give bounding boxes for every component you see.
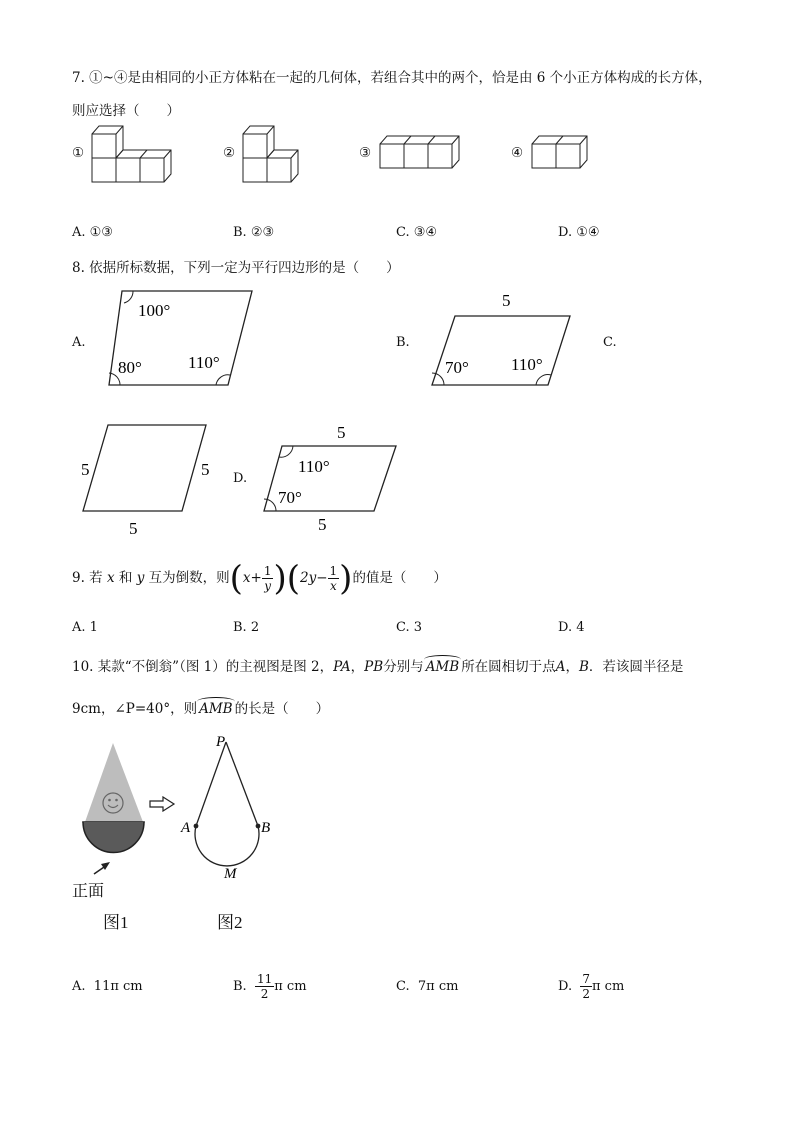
q7-solid-2 — [239, 122, 307, 186]
q10-opt-b-label: B. — [233, 979, 247, 994]
q8d-top-side: 5 — [337, 423, 346, 442]
q8-figure-a — [100, 285, 260, 393]
q9-suffix: 的值是（ ） — [352, 570, 447, 586]
q8a-top-angle: 100° — [138, 301, 171, 320]
q8b-right-angle: 110° — [511, 355, 543, 374]
q10-opt-d-num: 7 — [582, 972, 590, 986]
q8-figure-b — [425, 288, 575, 392]
q10-option-c — [396, 979, 458, 994]
q8d-bottom-angle: 70° — [278, 488, 302, 507]
q9-frac2-num: 1 — [329, 564, 338, 578]
q9-term-2y: 2y — [300, 570, 317, 586]
q9-and: 和 — [118, 570, 133, 586]
q10-pb: PB — [364, 659, 384, 675]
q10-stem-line1 — [72, 655, 683, 675]
q9-stem — [72, 558, 447, 599]
q10-comma: ， — [350, 659, 365, 675]
q10-opt-d-fraction — [580, 972, 592, 1001]
q9-prefix: 9. 若 — [72, 570, 103, 586]
q8-figure-d — [260, 420, 402, 538]
q10-opt-d-den: 2 — [582, 987, 590, 1001]
q9-frac-1-over-y — [262, 564, 274, 593]
q9-paren: ( — [286, 558, 300, 599]
q10-fig1-caption: 图1 — [103, 913, 129, 932]
q10-l1a: 10. 某款“不倒翁”（图 1）的主视图是图 2， — [72, 659, 334, 675]
q8c-right-side: 5 — [201, 460, 210, 479]
right-arrow-icon — [148, 796, 176, 812]
q7-option-a: A. ①③ — [72, 225, 113, 240]
q8-label-d: D. — [233, 471, 248, 486]
q7-option-c: C. ③④ — [396, 225, 438, 240]
q10-opt-b-num: 11 — [256, 972, 273, 986]
q10-l1c: 所在圆相切于点 — [461, 659, 556, 675]
q10-l1e: ．若该圆半径是 — [588, 659, 684, 675]
q10-opt-a-value: 11π cm — [93, 979, 143, 994]
q10-fig2-caption: 图2 — [217, 913, 243, 932]
q8-label-b: B. — [396, 335, 410, 350]
q8-figure-c — [76, 418, 226, 540]
q10-opt-b-den: 2 — [260, 987, 269, 1001]
q10-fig1-front-label: 正面 — [72, 881, 105, 900]
q10-opt-c-value: 7π cm — [417, 979, 459, 994]
q9-paren: ) — [273, 558, 287, 599]
arc-symbol-icon — [424, 655, 462, 664]
q10-figure-2-front-view — [176, 728, 282, 888]
q9-var-x: x — [106, 570, 115, 586]
q9-paren: ) — [339, 558, 353, 599]
q7-stem-line2: 则应选择（ ） — [72, 103, 180, 119]
q10-option-d — [558, 967, 624, 1007]
fig2-point-b: B — [261, 820, 271, 836]
q10-opt-c-label: C. — [396, 979, 410, 994]
q10-opt-a-label: A. — [72, 979, 86, 994]
q9-frac2-den: x — [329, 579, 337, 593]
q10-opt-d-label: D. — [558, 979, 573, 994]
q9-frac1-den: y — [264, 579, 272, 593]
q8a-right-angle: 110° — [188, 353, 220, 372]
q7-option-d: D. ①④ — [558, 225, 600, 240]
q9-option-d: D. 4 — [558, 620, 585, 635]
q7-fig-label-3: ③ — [359, 145, 372, 161]
q9-minus: − — [316, 570, 328, 586]
q7-option-b: B. ②③ — [233, 225, 275, 240]
q10-option-b — [233, 967, 307, 1007]
q9-mid: 互为倒数，则 — [148, 570, 230, 586]
q8-label-c: C. — [603, 335, 617, 350]
q9-option-c: C. 3 — [396, 620, 423, 635]
q9-plus: + — [250, 570, 262, 586]
q10-l1d: ， — [565, 659, 579, 675]
arc-symbol-icon — [197, 697, 235, 706]
q8c-left-side: 5 — [81, 460, 90, 479]
pointer-arrow-icon — [94, 862, 110, 874]
q7-solid-4 — [528, 132, 594, 174]
q10-l1b: 分别与 — [383, 659, 424, 675]
tumbler-cone — [85, 743, 143, 822]
q9-option-a: A. 1 — [72, 620, 98, 635]
q8b-top-side: 5 — [502, 291, 511, 310]
q9-option-b: B. 2 — [233, 620, 260, 635]
q9-frac-1-over-x — [328, 564, 340, 593]
q10-figure-1-tumbler — [70, 740, 160, 900]
q10-arc-amb-2 — [197, 701, 235, 717]
q10-pa: PA — [333, 659, 351, 675]
q10-opt-b-tail: π cm — [274, 979, 307, 994]
q9-paren: ( — [229, 558, 243, 599]
q9-term-x: x — [242, 570, 251, 586]
q9-var-y: y — [136, 570, 145, 586]
q10-point-a: A — [555, 659, 566, 675]
q8-stem: 8. 依据所标数据，下列一定为平行四边形的是（ ） — [72, 260, 400, 276]
q8d-bottom-side: 5 — [318, 515, 327, 534]
q8c-bottom-side: 5 — [129, 519, 138, 538]
q8-label-a: A. — [72, 335, 86, 350]
q10-option-a — [72, 979, 143, 994]
fig2-point-a: A — [181, 820, 191, 836]
q10-arc1-text: AMB — [425, 659, 460, 675]
q10-opt-b-fraction — [255, 972, 274, 1001]
fig2-point-m: M — [224, 866, 237, 882]
q10-l2a: 9cm，∠P=40°，则 — [72, 701, 198, 717]
q7-stem-line1: 7. ①~④是由相同的小正方体粘在一起的几何体，若组合其中的两个，恰是由 6 个小正方体构成的长方体， — [72, 70, 712, 86]
q8b-left-angle: 70° — [445, 358, 469, 377]
q10-arc2-text: AMB — [199, 701, 233, 717]
q7-solid-1 — [88, 122, 178, 186]
q8d-top-angle: 110° — [298, 457, 330, 476]
fig2-point-p: P — [216, 734, 226, 750]
q8a-left-angle: 80° — [118, 358, 142, 377]
q10-opt-d-tail: π cm — [592, 979, 625, 994]
q9-frac1-num: 1 — [263, 564, 272, 578]
q7-solid-3 — [376, 132, 466, 174]
q10-point-b: B — [578, 659, 589, 675]
q7-fig-label-4: ④ — [511, 145, 524, 161]
q10-l2b: 的长是（ ） — [234, 701, 330, 717]
q7-fig-label-2: ② — [223, 145, 236, 161]
q10-arc-amb-1 — [424, 659, 462, 675]
q10-stem-line2 — [72, 697, 329, 717]
q7-fig-label-1: ① — [72, 145, 85, 161]
